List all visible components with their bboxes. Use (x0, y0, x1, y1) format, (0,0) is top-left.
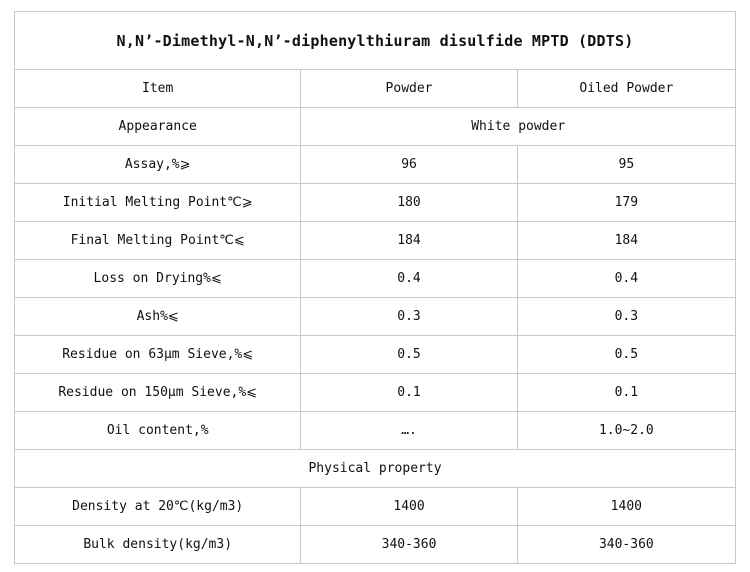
header-row (15, 70, 736, 108)
table-row (15, 222, 736, 260)
table-row (15, 260, 736, 298)
row-oiled-value: 1400 (517, 488, 735, 526)
row-label: Final Melting Point℃⩽ (15, 222, 301, 260)
table-row (15, 336, 736, 374)
row-label: Ash%⩽ (15, 298, 301, 336)
row-label: Assay,%⩾ (15, 146, 301, 184)
row-oiled-value: 0.1 (517, 374, 735, 412)
row-powder-value: 0.3 (301, 298, 517, 336)
row-powder-value: 0.4 (301, 260, 517, 298)
row-oiled-value: 0.3 (517, 298, 735, 336)
row-oiled-value: 95 (517, 146, 735, 184)
appearance-label: Appearance (15, 108, 301, 146)
spec-table (14, 11, 736, 564)
table-row (15, 526, 736, 564)
row-label: Initial Melting Point℃⩾ (15, 184, 301, 222)
row-label: Loss on Drying%⩽ (15, 260, 301, 298)
table-row (15, 146, 736, 184)
physical-property-row (15, 450, 736, 488)
table-row (15, 298, 736, 336)
row-powder-value: 1400 (301, 488, 517, 526)
row-label: Oil content,% (15, 412, 301, 450)
header-oiled-powder: Oiled Powder (517, 70, 735, 108)
row-oiled-value: 184 (517, 222, 735, 260)
row-oiled-value: 340-360 (517, 526, 735, 564)
row-powder-value: 184 (301, 222, 517, 260)
table-row (15, 374, 736, 412)
header-item: Item (15, 70, 301, 108)
row-label: Residue on 150μm Sieve,%⩽ (15, 374, 301, 412)
row-powder-value: 0.5 (301, 336, 517, 374)
appearance-value: White powder (301, 108, 736, 146)
row-powder-value: 0.1 (301, 374, 517, 412)
table-row (15, 488, 736, 526)
row-powder-value: …. (301, 412, 517, 450)
row-powder-value: 96 (301, 146, 517, 184)
row-oiled-value: 0.4 (517, 260, 735, 298)
row-label: Density at 20℃(kg/m3) (15, 488, 301, 526)
row-powder-value: 340-360 (301, 526, 517, 564)
appearance-row (15, 108, 736, 146)
title-row (15, 12, 736, 70)
row-oiled-value: 179 (517, 184, 735, 222)
row-label: Residue on 63μm Sieve,%⩽ (15, 336, 301, 374)
row-powder-value: 180 (301, 184, 517, 222)
table-title: N,N’-Dimethyl-N,N’-diphenylthiuram disulfide MPTD (DDTS) (15, 12, 736, 70)
physical-property-header: Physical property (15, 450, 736, 488)
row-oiled-value: 1.0~2.0 (517, 412, 735, 450)
table-row (15, 412, 736, 450)
header-powder: Powder (301, 70, 517, 108)
row-label: Bulk density(kg/m3) (15, 526, 301, 564)
row-oiled-value: 0.5 (517, 336, 735, 374)
table-row (15, 184, 736, 222)
